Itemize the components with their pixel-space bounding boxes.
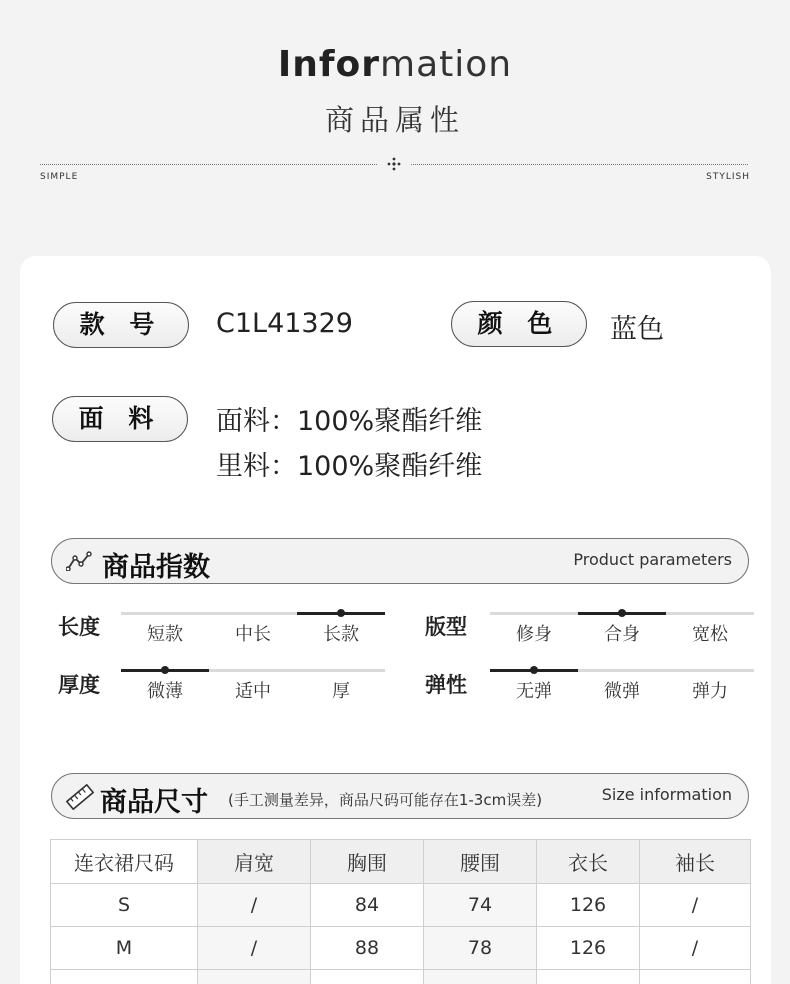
fabric-outer: 面料：100%聚酯纤维	[216, 406, 483, 437]
param-label-length: 长度	[58, 615, 100, 639]
cell-waist	[424, 970, 537, 984]
size-bar	[51, 773, 749, 819]
scale-option: 适中	[235, 681, 271, 702]
title-chinese: 商品属性	[324, 103, 465, 137]
param-scale-fit	[490, 612, 754, 652]
cell-size	[51, 970, 198, 984]
size-title-en: Size information	[601, 785, 732, 804]
scale-option: 微薄	[147, 681, 183, 702]
cell-shoulder: /	[198, 884, 311, 927]
header-size: 连衣裙尺码	[51, 840, 198, 884]
size-note: (手工测量差异，商品尺码可能存在1-3cm误差)	[228, 791, 543, 809]
size-table	[50, 839, 751, 984]
header-length: 衣长	[537, 840, 640, 884]
scale-option: 弹力	[692, 681, 728, 702]
header-sleeve: 袖长	[640, 840, 751, 884]
table-row	[51, 927, 751, 970]
scale-option: 微弹	[604, 681, 640, 702]
scale-marker-dot	[530, 666, 538, 674]
cell-shoulder	[198, 970, 311, 984]
cell-bust: 88	[311, 927, 424, 970]
fabric-lining: 里料：100%聚酯纤维	[216, 451, 483, 482]
table-row	[51, 970, 751, 984]
scale-option: 修身	[516, 624, 552, 645]
param-label-thickness: 厚度	[58, 673, 100, 697]
param-scale-length	[121, 612, 385, 652]
params-title: 商品指数	[102, 552, 210, 583]
cell-sleeve: /	[640, 927, 751, 970]
scale-marker-dot	[161, 666, 169, 674]
cell-length: 126	[537, 884, 640, 927]
fabric-label: 面 料	[52, 396, 188, 442]
header-waist: 腰围	[424, 840, 537, 884]
cell-length: 126	[537, 927, 640, 970]
title-english	[0, 44, 790, 85]
page-header	[0, 0, 790, 200]
ruler-icon	[66, 784, 94, 810]
params-title-en: Product parameters	[573, 550, 732, 569]
color-label: 颜 色	[451, 301, 587, 347]
cell-waist: 74	[424, 884, 537, 927]
style-no-label: 款 号	[53, 302, 189, 348]
title-english-light: mation	[380, 44, 513, 85]
label-stylish: STYLISH	[706, 172, 750, 182]
cell-size: M	[51, 927, 198, 970]
scale-option: 中长	[235, 624, 271, 645]
cell-bust: 84	[311, 884, 424, 927]
style-no-value: C1L41329	[216, 308, 353, 339]
cell-sleeve	[640, 970, 751, 984]
trend-line-icon	[66, 551, 92, 571]
cell-waist: 78	[424, 927, 537, 970]
params-bar	[51, 538, 749, 584]
scale-marker-dot	[337, 609, 345, 617]
label-simple: SIMPLE	[40, 172, 79, 182]
size-title: 商品尺寸	[100, 787, 208, 818]
scale-marker-dot	[618, 609, 626, 617]
param-label-elasticity: 弹性	[425, 673, 467, 697]
scale-option: 无弹	[516, 681, 552, 702]
cross-arrows-icon	[386, 156, 402, 172]
divider-left	[40, 164, 377, 165]
header-bust: 胸围	[311, 840, 424, 884]
title-english-bold: Infor	[277, 44, 381, 85]
divider-right	[411, 164, 748, 165]
cell-size: S	[51, 884, 198, 927]
scale-option: 宽松	[692, 624, 728, 645]
param-label-fit: 版型	[425, 615, 467, 639]
color-value: 蓝色	[610, 314, 664, 345]
scale-option: 合身	[604, 624, 640, 645]
scale-option: 长款	[323, 624, 359, 645]
cell-sleeve: /	[640, 884, 751, 927]
info-card	[20, 256, 771, 984]
size-table-header	[51, 840, 751, 884]
scale-option: 厚	[332, 681, 350, 702]
cell-length	[537, 970, 640, 984]
table-row	[51, 884, 751, 927]
cell-bust	[311, 970, 424, 984]
cell-shoulder: /	[198, 927, 311, 970]
param-scale-thickness	[121, 669, 385, 709]
param-scale-elasticity	[490, 669, 754, 709]
scale-option: 短款	[147, 624, 183, 645]
header-shoulder: 肩宽	[198, 840, 311, 884]
